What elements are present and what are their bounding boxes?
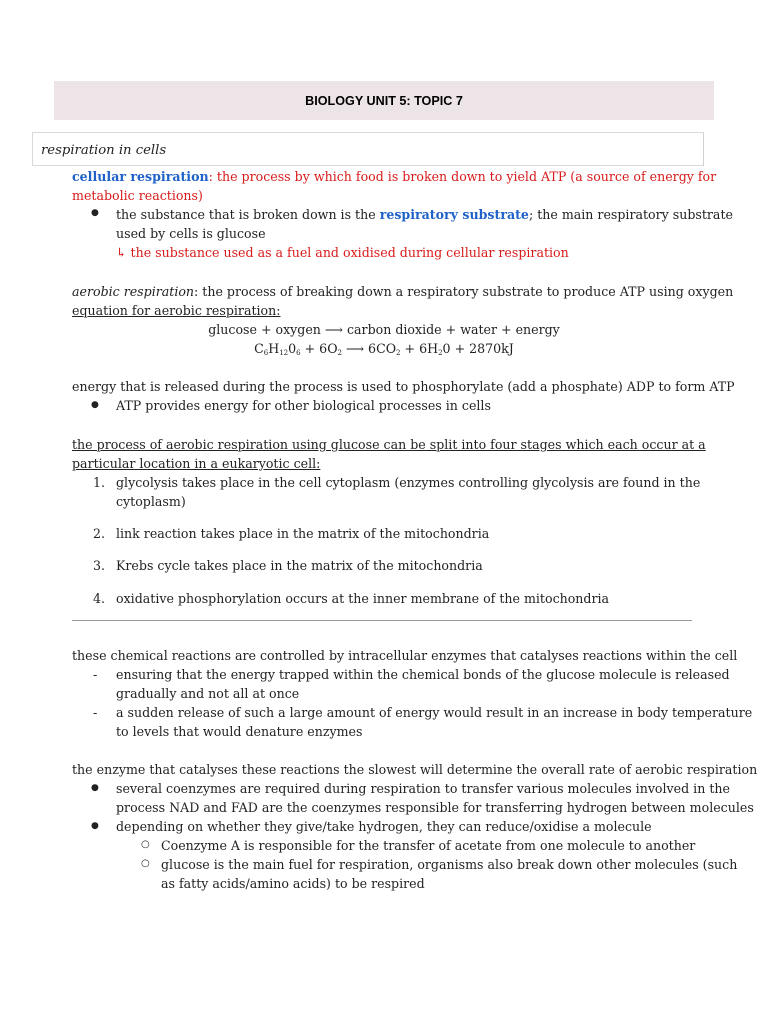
- stage-item-3: Krebs cycle takes place in the matrix of the mitochondria: [116, 558, 483, 573]
- circle-bullet-icon: ○: [141, 839, 150, 850]
- rate-bullet-1-cont: process NAD and FAD are the coenzymes responsible for transferring hydrogen between molecules: [116, 800, 754, 815]
- horizontal-divider: [72, 620, 692, 621]
- enzymes-dash-1-cont: gradually and not all at once: [116, 686, 300, 701]
- definition-term: cellular respiration: [72, 169, 209, 184]
- aerobic-line: aerobic respiration: the process of breaking down a respiratory substrate to produce ATP using oxygen: [72, 284, 734, 299]
- stages-heading-1: the process of aerobic respiration using glucose can be split into four stages which each occur at a: [72, 437, 706, 452]
- equation-heading: equation for aerobic respiration:: [72, 303, 281, 318]
- substrate-term: respiratory substrate: [379, 207, 529, 222]
- header-bar: [54, 81, 714, 120]
- definition-line-1: cellular respiration: the process by which food is broken down to yield ATP (a source of energy for: [72, 169, 717, 184]
- substrate-line-2: used by cells is glucose: [116, 226, 266, 241]
- rate-sub-bullet-1: Coenzyme A is responsible for the transfer of acetate from one molecule to another: [161, 838, 696, 853]
- energy-line: energy that is released during the process is used to phosphorylate (add a phosphate) ADP to form ATP: [72, 379, 735, 394]
- bullet-icon: ●: [91, 783, 99, 793]
- stage-item-2: link reaction takes place in the matrix of the mitochondria: [116, 526, 490, 541]
- stage-item-4: oxidative phosphorylation occurs at the inner membrane of the mitochondria: [116, 591, 610, 606]
- word-equation: glucose + oxygen ⟶ carbon dioxide + water + energy: [208, 322, 560, 337]
- bullet-icon: ●: [91, 400, 99, 410]
- stages-heading-2: particular location in a eukaryotic cell:: [72, 456, 321, 471]
- bullet-icon: ●: [91, 208, 99, 218]
- stage-item-1-cont: cytoplasm): [116, 494, 186, 509]
- enzymes-dash-2: a sudden release of such a large amount of energy would result in an increase in body temperature: [116, 705, 753, 720]
- rate-bullet-1: several coenzymes are required during respiration to transfer various molecules involved in the: [116, 781, 730, 796]
- enzymes-dash-2-cont: to levels that would denature enzymes: [116, 724, 363, 739]
- aerobic-term: aerobic respiration: [72, 284, 195, 299]
- enzymes-dash-1: ensuring that the energy trapped within the chemical bonds of the glucose molecule is released: [116, 667, 730, 682]
- stage-number: 1.: [93, 475, 106, 490]
- definition-text: the process by which food is broken down to yield ATP (a source of energy for: [212, 169, 717, 184]
- topic-box: [32, 132, 704, 166]
- bullet-icon: ●: [91, 821, 99, 831]
- rate-line: the enzyme that catalyses these reactions the slowest will determine the overall rate of aerobic respiration: [72, 762, 758, 777]
- energy-bullet: ATP provides energy for other biological processes in cells: [116, 398, 491, 413]
- stage-number: 2.: [93, 526, 106, 541]
- rate-sub-bullet-2-cont: as fatty acids/amino acids) to be respired: [161, 876, 425, 891]
- dash-marker: -: [93, 667, 98, 682]
- enzymes-line: these chemical reactions are controlled by intracellular enzymes that catalyses reactions within the cell: [72, 648, 738, 663]
- rate-bullet-2: depending on whether they give/take hydrogen, they can reduce/oxidise a molecule: [116, 819, 652, 834]
- stage-item-1: glycolysis takes place in the cell cytoplasm (enzymes controlling glycolysis are found in the: [116, 475, 701, 490]
- stage-number: 4.: [93, 591, 106, 606]
- circle-bullet-icon: ○: [141, 858, 150, 869]
- topic-title: respiration in cells: [41, 143, 167, 158]
- stage-number: 3.: [93, 558, 106, 573]
- chemical-equation: $C_6H_{12}0_6 + 6O_2$ ⟶ $6CO_2 + 6H_20 + 2870kJ$: [254, 341, 514, 357]
- dash-marker: -: [93, 705, 98, 720]
- substrate-line-1: the substance that is broken down is the respiratory substrate; the main respiratory substrate: [116, 207, 733, 222]
- rate-sub-bullet-2: glucose is the main fuel for respiration, organisms also break down other molecules (such: [161, 857, 738, 872]
- page-title: BIOLOGY UNIT 5: TOPIC 7: [305, 94, 463, 108]
- substrate-definition: ↳ the substance used as a fuel and oxidised during cellular respiration: [116, 245, 569, 260]
- definition-line-2: metabolic reactions): [72, 188, 203, 203]
